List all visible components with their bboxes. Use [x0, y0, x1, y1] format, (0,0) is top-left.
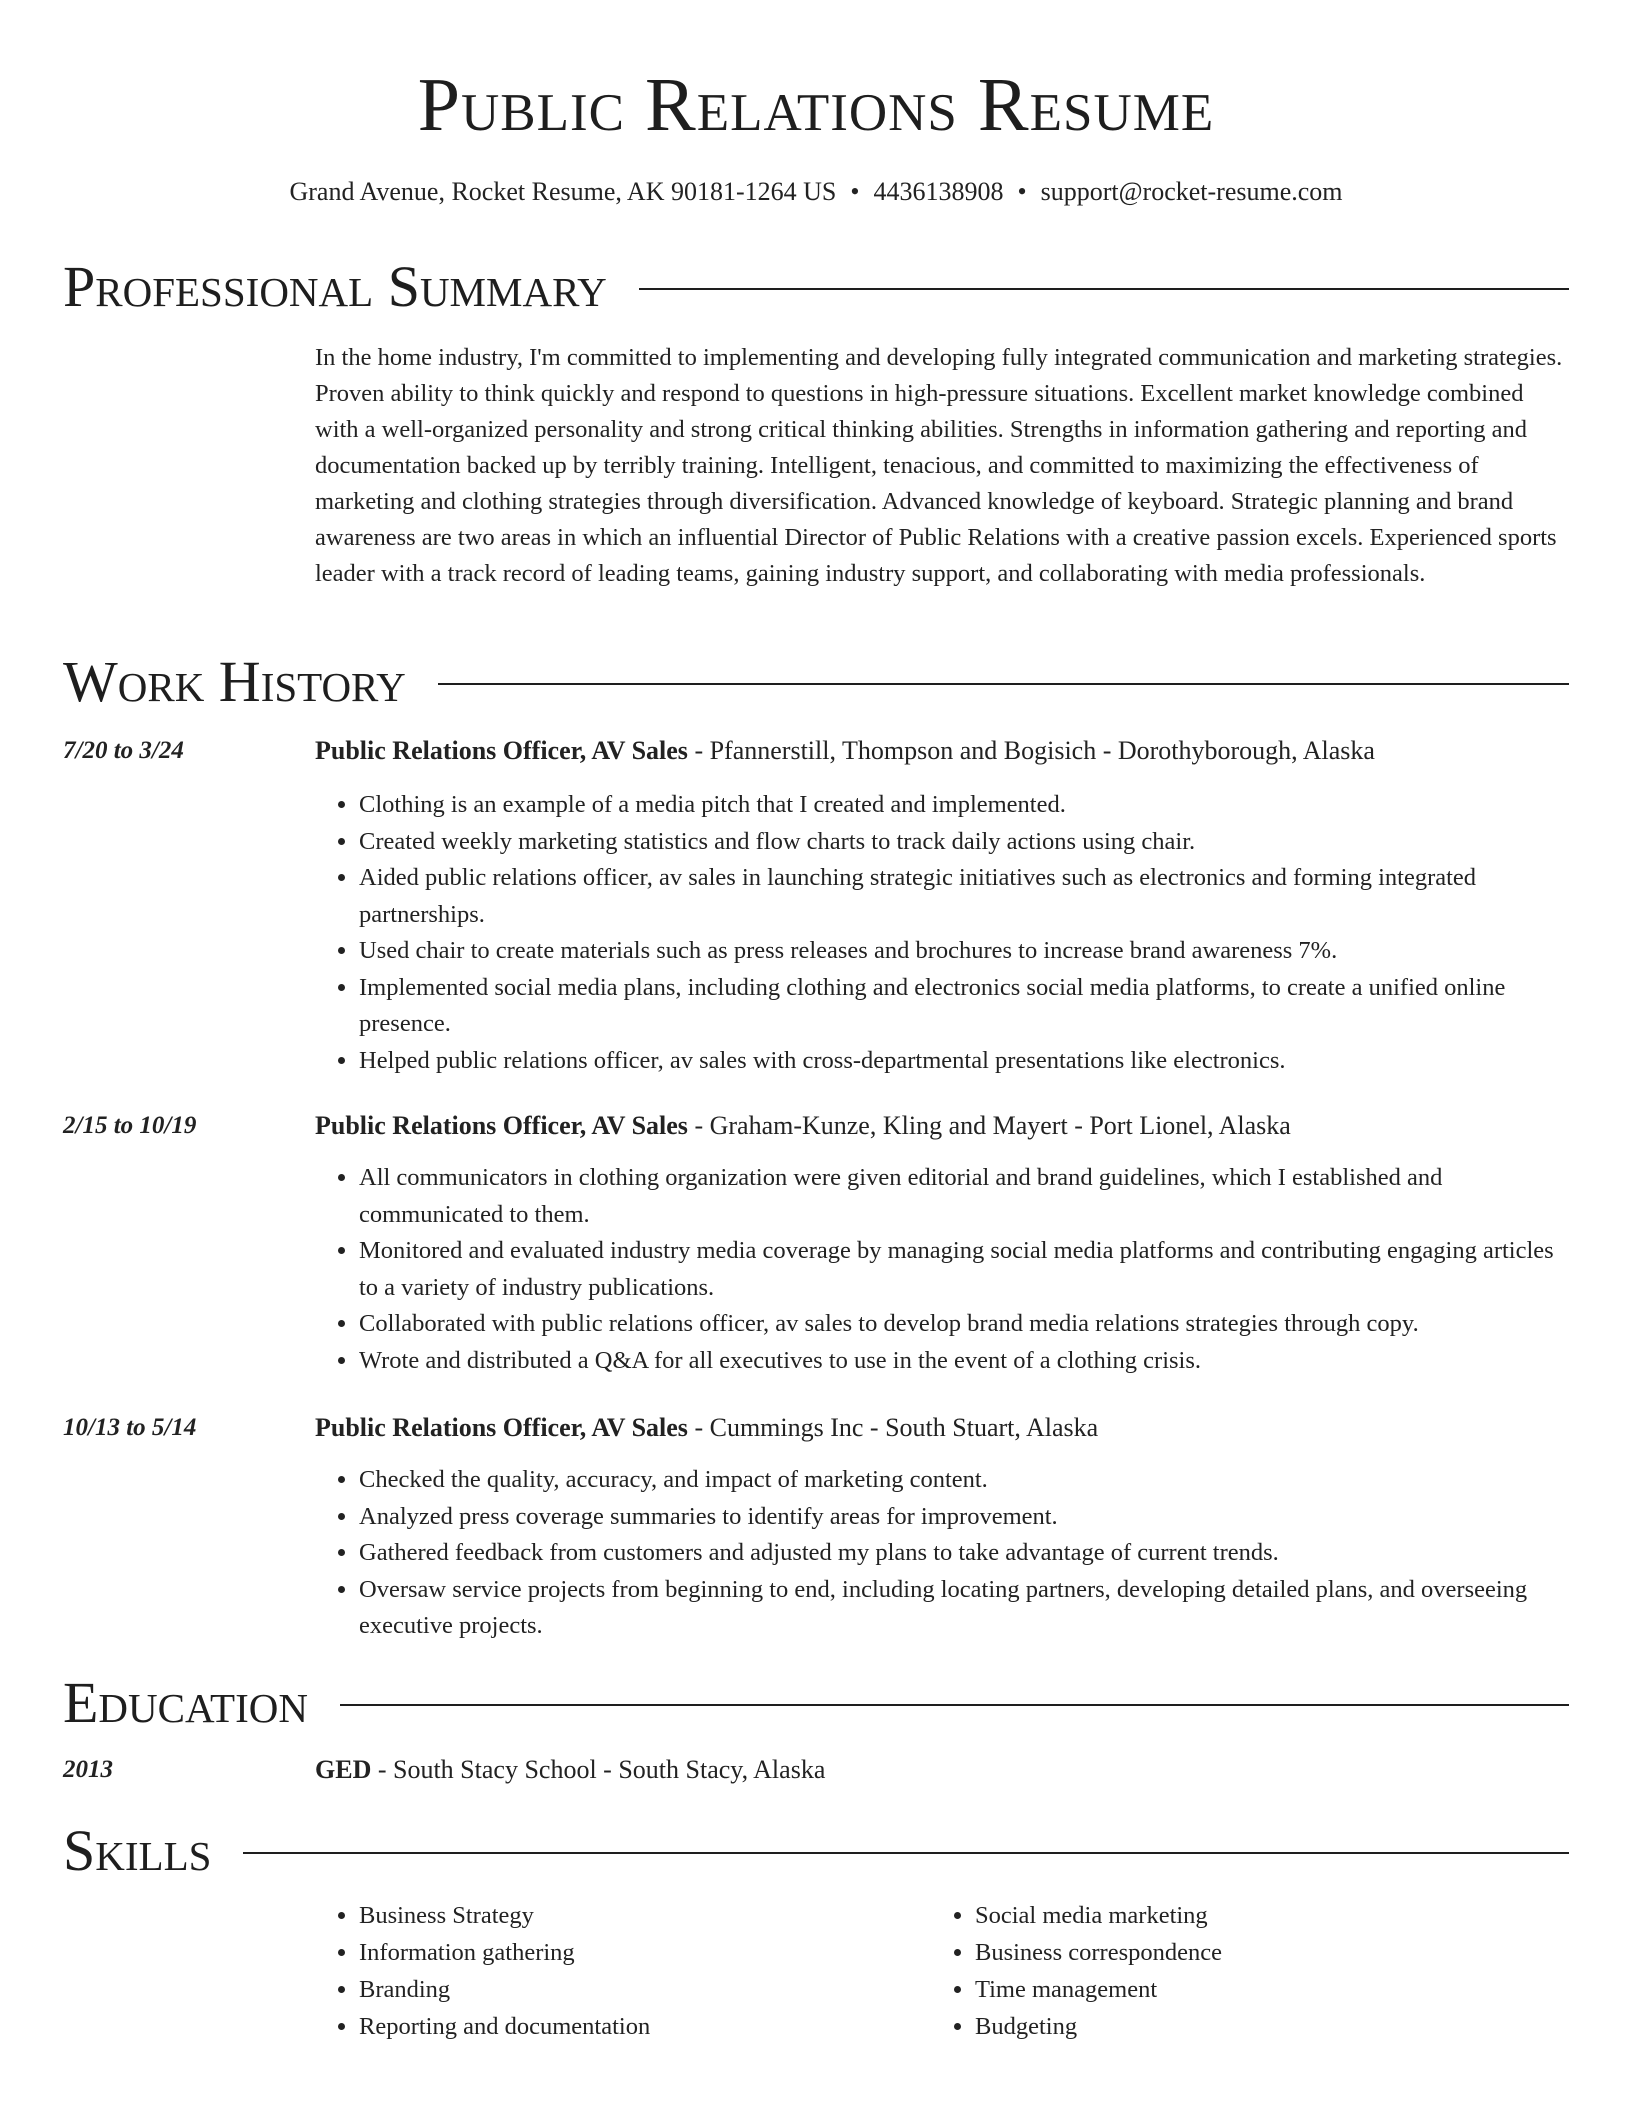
job-role: Public Relations Officer, AV Sales — [315, 1111, 688, 1140]
list-item: • Business correspondence — [975, 1934, 1535, 1971]
section-divider — [340, 1704, 1569, 1706]
email: support@rocket-resume.com — [1040, 177, 1343, 206]
list-item: • Wrote and distributed a Q&A for all executives to use in the event of a clothing crisis. — [359, 1343, 1559, 1380]
separator-dot: • — [1017, 177, 1027, 206]
list-item: • Aided public relations officer, av sales in launching strategic initiatives such as electronics and forming integrated partnerships. — [359, 860, 1559, 933]
summary-text: In the home industry, I'm committed to implementing and developing fully integrated communication and marketing strategies. Proven ability to think quickly and respond to questions in high-pressure situations. Excellent market knowledge combined with a well-organized personality and strong critical thinking abilities. Strengths in information gathering and reporting and documentation backed up by terribly training. Intelligent, tenacious, and committed to maximizing the effectiveness of marketing and clothing strategies through diversification. Advanced knowledge of keyboard. Strategic planning and brand awareness are two areas in which an influential Director of Public Relations with a creative passion excels. Experienced sports leader with a track record of leading teams, gaining industry support, and collaborating with media professionals. — [315, 344, 1563, 587]
job-role: Public Relations Officer, AV Sales — [315, 736, 688, 765]
separator-dot: • — [850, 177, 860, 206]
skills-list-right — [931, 1897, 1535, 2045]
job-details: - Pfannerstill, Thompson and Bogisich - Dorothyborough, Alaska — [687, 736, 1375, 765]
section-heading: Professional Summary — [63, 254, 607, 319]
section-heading: Work History — [63, 649, 406, 714]
list-item: • Checked the quality, accuracy, and impact of marketing content. — [359, 1462, 1559, 1499]
list-item: • Used chair to create materials such as press releases and brochures to increase brand awareness 7%. — [359, 933, 1559, 970]
section-divider — [639, 288, 1569, 290]
list-item: • Branding — [359, 1971, 919, 2008]
section-education — [63, 1670, 1569, 1736]
list-item: • Collaborated with public relations officer, av sales to develop brand media relations strategies through copy. — [359, 1306, 1559, 1343]
list-item: • Information gathering — [359, 1934, 919, 1971]
section-professional-summary — [63, 254, 1569, 320]
job-header — [315, 733, 1569, 769]
section-heading: Skills — [63, 1818, 212, 1883]
list-item: • Business Strategy — [359, 1897, 919, 1934]
job-details: - Cummings Inc - South Stuart, Alaska — [687, 1413, 1099, 1442]
list-item: • Clothing is an example of a media pitch that I created and implemented. — [359, 787, 1559, 824]
skills-list-left — [315, 1897, 919, 2045]
list-item: • Created weekly marketing statistics and flow charts to track daily actions using chair. — [359, 824, 1559, 861]
section-work-history — [63, 649, 1569, 715]
list-item: • Monitored and evaluated industry media coverage by managing social media platforms and contributing engaging articles to a variety of industry publications. — [359, 1233, 1559, 1306]
phone: 4436138908 — [873, 177, 1004, 206]
list-item: • Gathered feedback from customers and adjusted my plans to take advantage of current trends. — [359, 1535, 1559, 1572]
section-skills — [63, 1818, 1569, 1884]
job-role: Public Relations Officer, AV Sales — [315, 1413, 688, 1442]
job-bullets — [315, 1462, 1559, 1645]
job-date: 7/20 to 3/24 — [63, 737, 184, 764]
education-entry — [315, 1752, 825, 1788]
job-details: - Graham-Kunze, Kling and Mayert - Port Lionel, Alaska — [687, 1111, 1291, 1140]
list-item: • Helped public relations officer, av sales with cross-departmental presentations like electronics. — [359, 1043, 1559, 1080]
education-details: - South Stacy School - South Stacy, Alaska — [371, 1755, 826, 1784]
list-item: • Analyzed press coverage summaries to identify areas for improvement. — [359, 1499, 1559, 1536]
address: Grand Avenue, Rocket Resume, AK 90181-1264 US — [289, 177, 837, 206]
list-item: • Social media marketing — [975, 1897, 1535, 1934]
list-item: • Implemented social media plans, including clothing and electronics social media platforms, to create a unified online presence. — [359, 970, 1559, 1043]
job-bullets — [315, 787, 1559, 1079]
list-item: • Budgeting — [975, 2008, 1535, 2045]
contact-line — [0, 176, 1632, 208]
job-header — [315, 1108, 1569, 1144]
list-item: • Reporting and documentation — [359, 2008, 919, 2045]
job-date: 10/13 to 5/14 — [63, 1414, 197, 1441]
job-date: 2/15 to 10/19 — [63, 1112, 197, 1139]
list-item: • Oversaw service projects from beginning to end, including locating partners, developing detailed plans, and overseeing executive projects. — [359, 1572, 1559, 1645]
job-header — [315, 1410, 1569, 1446]
education-degree: GED — [315, 1755, 372, 1784]
job-bullets — [315, 1160, 1559, 1379]
list-item: • All communicators in clothing organization were given editorial and brand guidelines, which I established and communicated to them. — [359, 1160, 1559, 1233]
section-divider — [243, 1852, 1569, 1854]
section-heading: Education — [63, 1670, 308, 1735]
section-divider — [438, 683, 1569, 685]
education-date: 2013 — [63, 1756, 113, 1783]
resume-title: Public Relations Resume — [417, 63, 1215, 147]
list-item: • Time management — [975, 1971, 1535, 2008]
